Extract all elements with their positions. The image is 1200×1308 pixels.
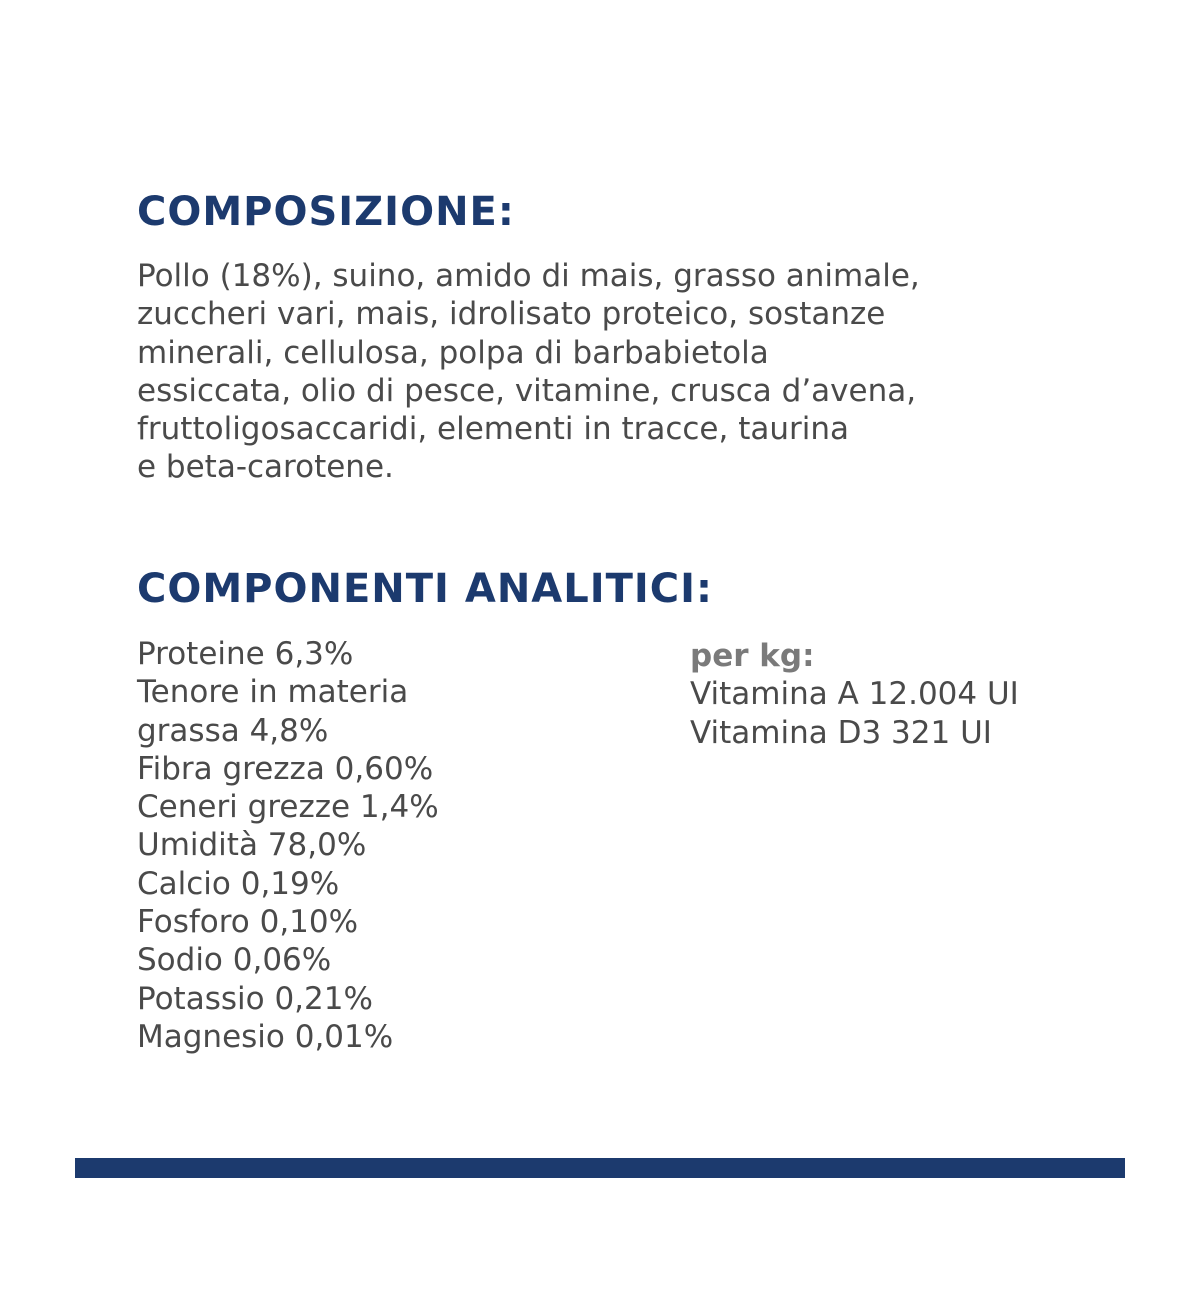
- analytics-item-moisture: Umidità 78,0%: [137, 827, 367, 864]
- analytics-item-sodium: Sodio 0,06%: [137, 942, 332, 979]
- vitamin-a-item: Vitamina A 12.004 UI: [690, 676, 1019, 713]
- analytics-item-fiber: Fibra grezza 0,60%: [137, 750, 434, 787]
- vitamins-block: [690, 637, 1170, 752]
- analytics-item-calcium: Calcio 0,19%: [137, 865, 340, 902]
- analytics-item-potassium: Potassio 0,21%: [137, 980, 373, 1017]
- analytics-list: [137, 635, 657, 1056]
- composition-heading: COMPOSIZIONE:: [137, 189, 515, 235]
- analytics-item-phosphorus: Fosforo 0,10%: [137, 904, 359, 941]
- analytics-item-ash: Ceneri grezze 1,4%: [137, 789, 439, 826]
- bottom-divider-bar: [75, 1158, 1125, 1178]
- analytics-item-magnesium: Magnesio 0,01%: [137, 1018, 394, 1055]
- analytics-heading: COMPONENTI ANALITICI:: [137, 566, 714, 612]
- vitamins-heading: per kg:: [690, 638, 815, 674]
- vitamin-d3-item: Vitamina D3 321 UI: [690, 714, 992, 751]
- composition-text: Pollo (18%), suino, amido di mais, grasso animale, zuccheri vari, mais, idrolisato proteico, sostanze minerali, cellulosa, polpa di barbabietola essiccata, olio di pesce, vitamine, crusca d’avena, fruttoligosaccaridi, elementi in tracce, taurina e beta-carotene.: [137, 258, 920, 486]
- analytics-item-protein: Proteine 6,3%: [137, 636, 354, 672]
- analytics-item-fat: Tenore in materia grassa 4,8%: [137, 674, 409, 749]
